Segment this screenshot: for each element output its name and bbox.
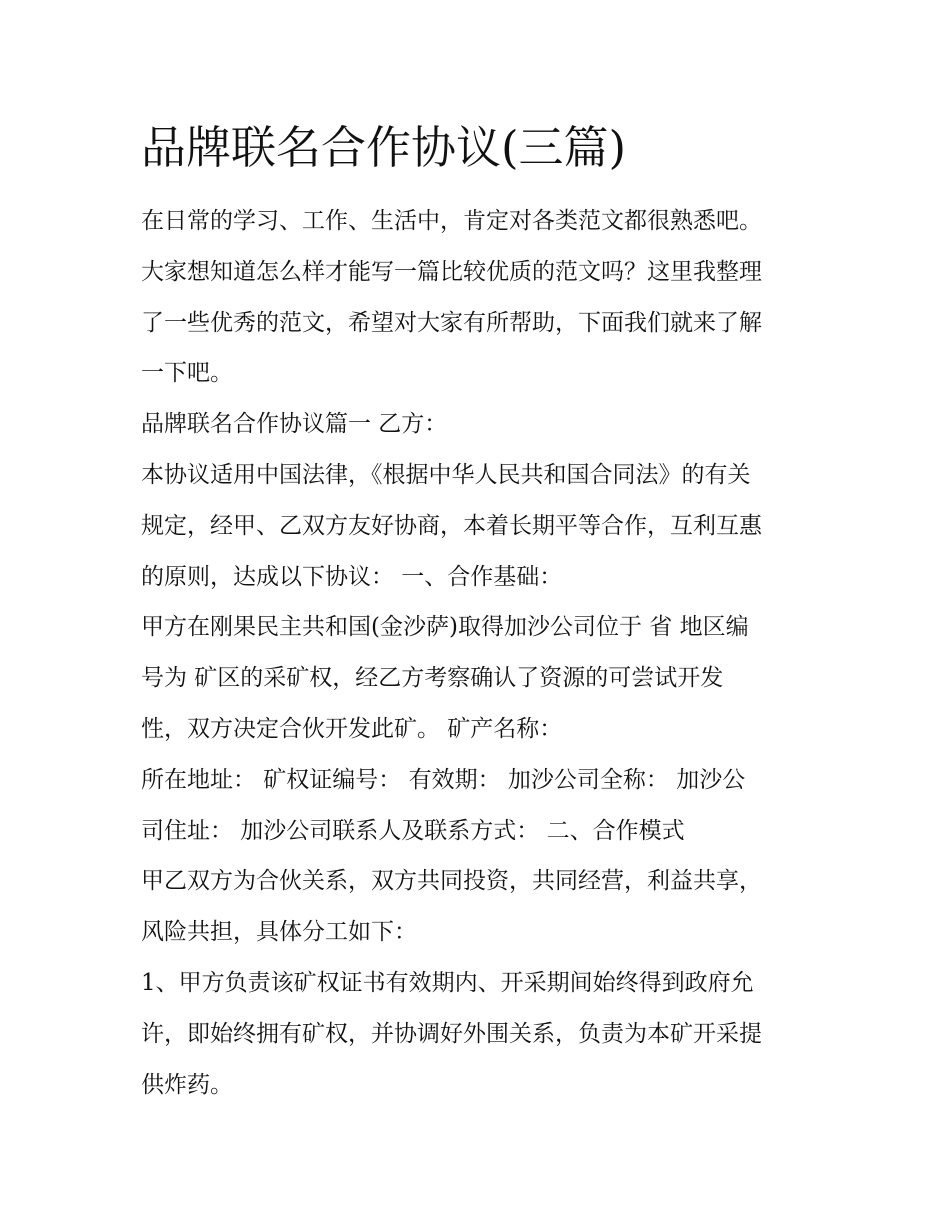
paragraph-line: 司住址： 加沙公司联系人及联系方式： 二、合作模式 <box>141 817 685 844</box>
paragraph-line: 甲方在刚果民主共和国(金沙萨)取得加沙公司位于 省 地区编 <box>141 614 749 641</box>
paragraph-line: 大家想知道怎么样才能写一篇比较优质的范文吗？这里我整理 <box>141 258 762 285</box>
paragraph-line: 本协议适用中国法律，《根据中华人民共和国合同法》的有关 <box>141 461 751 488</box>
paragraph-line: 甲乙双方为合伙关系，双方共同投资，共同经营，利益共享， <box>141 868 762 895</box>
document-body <box>141 118 821 1110</box>
paragraph-line: 号为 矿区的采矿权，经乙方考察确认了资源的可尝试开发 <box>141 665 724 692</box>
list-item-line: 供炸药。 <box>141 1071 233 1098</box>
paragraph-line: 在日常的学习、工作、生活中，肯定对各类范文都很熟悉吧。 <box>141 208 762 234</box>
paragraph-line: 的原则，达成以下协议： 一、合作基础： <box>141 563 563 590</box>
paragraph-line: 一下吧。 <box>141 360 233 387</box>
list-item-line: 1、甲方负责该矿权证书有效期内、开采期间始终得到政府允 <box>141 969 754 996</box>
document-title: 品牌联名合作协议(三篇) <box>141 121 627 174</box>
list-item-line: 许，即始终拥有矿权，并协调好外围关系，负责为本矿开采提 <box>141 1020 762 1047</box>
paragraph-line: 了一些优秀的范文，希望对大家有所帮助，下面我们就来了解 <box>141 309 762 336</box>
section-heading-line: 品牌联名合作协议篇一 乙方： <box>141 411 448 438</box>
paragraph-line: 性，双方决定合伙开发此矿。 矿产名称： <box>141 715 563 742</box>
paragraph-line: 风险共担，具体分工如下： <box>141 919 417 946</box>
paragraph-line: 规定，经甲、乙双方友好协商，本着长期平等合作，互利互惠 <box>141 512 762 539</box>
paragraph-line: 所在地址： 矿权证编号： 有效期： 加沙公司全称： 加沙公 <box>141 766 746 793</box>
